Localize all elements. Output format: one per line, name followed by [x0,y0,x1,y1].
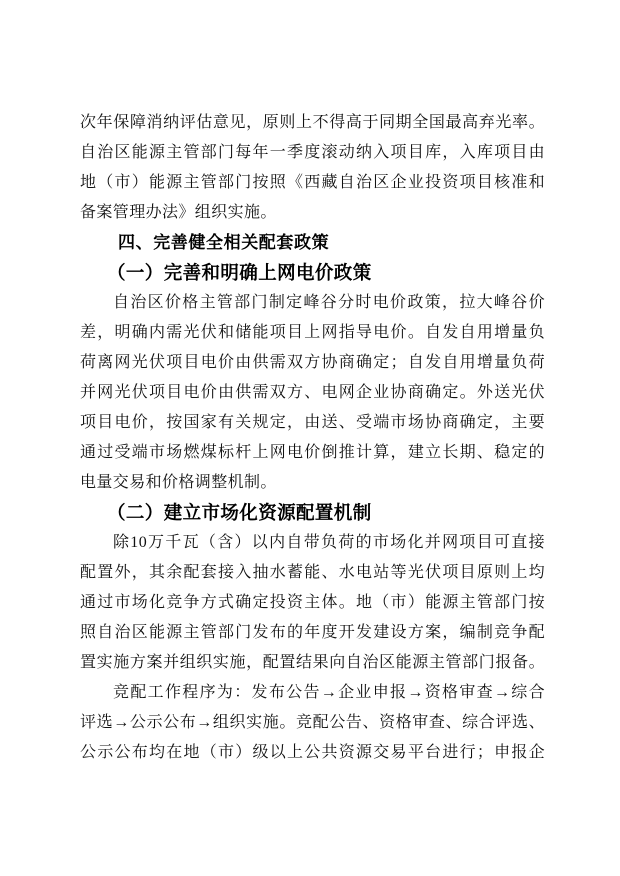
body-line: 公示公布均在地（市）级以上公共资源交易平台进行；申报企 [80,744,545,761]
document-body [80,108,545,768]
body-line: 电量交易和价格调整机制。 [80,474,277,491]
body-line: 地（市）能源主管部门按照《西藏自治区企业投资项目核准和 [80,174,545,191]
body-line: 评选→公示公布→组织实施。竞配公告、资格审查、综合评选、 [80,714,545,731]
body-line: 通过受端市场燃煤标杆上网电价倒推计算，建立长期、稳定的 [80,444,545,461]
body-line: 置实施方案并组织实施，配置结果向自治区能源主管部门报备。 [80,654,545,671]
body-line: 自治区价格主管部门制定峰谷分时电价政策，拉大峰谷价 [113,294,545,311]
body-line: 荷离网光伏项目电价由供需双方协商确定；自发自用增量负荷 [80,354,545,371]
body-line: 除10万千瓦（含）以内自带负荷的市场化并网项目可直接 [113,534,545,551]
body-line: 通过市场化竞争方式确定投资主体。地（市）能源主管部门按 [80,594,545,611]
section-heading-4: 四、完善健全相关配套政策 [118,233,330,252]
body-line: 照自治区能源主管部门发布的年度开发建设方案，编制竞争配 [80,624,545,641]
body-line: 竞配工作程序为：发布公告→企业申报→资格审查→综合 [113,684,545,701]
body-line: 自治区能源主管部门每年一季度滚动纳入项目库，入库项目由 [80,144,545,161]
body-line: 差，明确内需光伏和储能项目上网指导电价。自发自用增量负 [80,324,545,341]
subsection-heading-2: （二）建立市场化资源配置机制 [107,502,372,523]
body-line: 备案管理办法》组织实施。 [80,204,277,221]
subsection-heading-1: （一）完善和明确上网电价政策 [107,262,372,283]
body-line: 配置外，其余配套接入抽水蓄能、水电站等光伏项目原则上均 [80,564,545,581]
body-line: 次年保障消纳评估意见，原则上不得高于同期全国最高弃光率。 [80,114,545,131]
body-line: 项目电价，按国家有关规定，由送、受端市场协商确定，主要 [80,414,545,431]
body-line: 并网光伏项目电价由供需双方、电网企业协商确定。外送光伏 [80,384,545,401]
